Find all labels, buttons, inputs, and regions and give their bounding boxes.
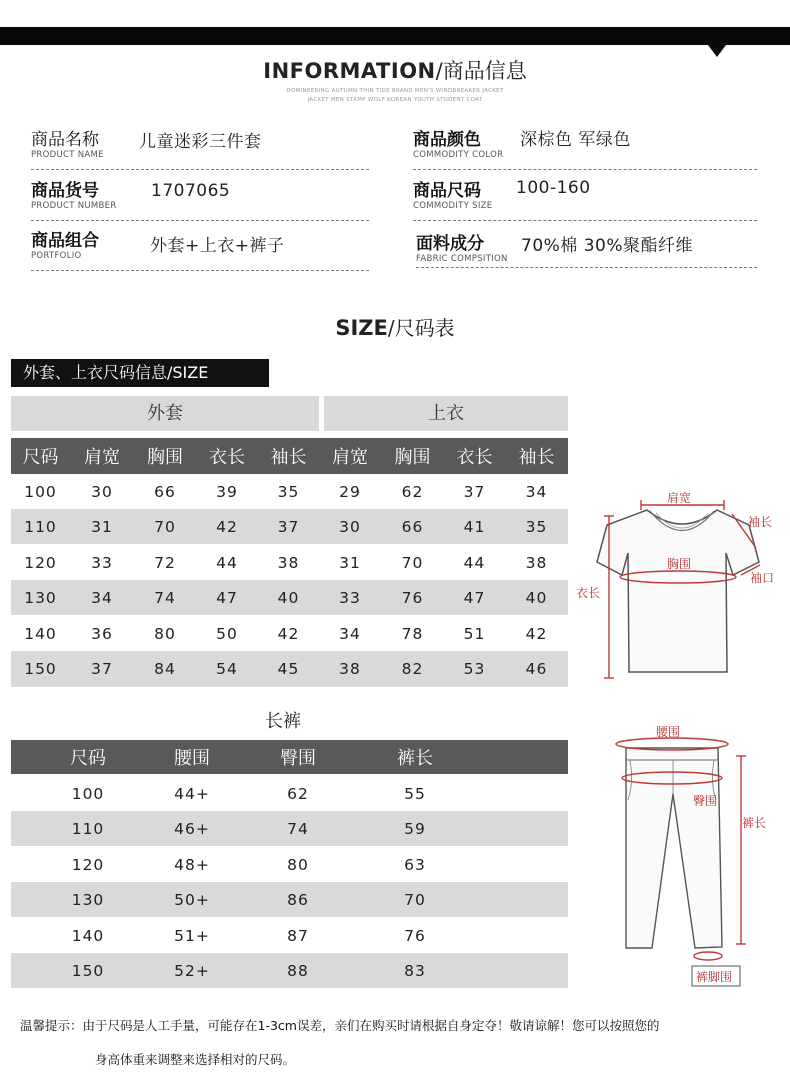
field-divider: [413, 169, 757, 170]
label-sleeve-length: 袖长: [748, 515, 773, 529]
table-cell: 150: [71, 961, 105, 980]
size-title-en: SIZE: [335, 316, 388, 340]
table-cell: 34: [339, 624, 361, 643]
table-cell: 44+: [174, 784, 210, 803]
field-divider: [31, 169, 369, 170]
top-table-header-cell: 肩宽: [84, 447, 120, 468]
table-cell: 52+: [174, 961, 210, 980]
table-cell: 62: [287, 784, 309, 803]
field-divider: [31, 220, 369, 221]
table-cell: 31: [339, 553, 361, 572]
field-label: 商品组合: [31, 231, 99, 251]
field-label-en: COMMODITY SIZE: [413, 201, 493, 211]
table-cell: 110: [71, 819, 105, 838]
table-cell: 35: [277, 483, 300, 501]
table-cell: 130: [24, 588, 57, 607]
field-label: 商品货号: [31, 181, 99, 201]
label-body-length: 衣长: [576, 586, 601, 600]
table-row: [11, 509, 568, 544]
table-cell: 74: [154, 588, 176, 607]
field-label: 商品尺码: [413, 181, 481, 201]
field-label: 面料成分: [416, 234, 484, 254]
table-cell: 47: [463, 588, 486, 607]
table-cell: 87: [287, 926, 309, 945]
table-cell: 59: [404, 819, 426, 838]
label-cuff: 袖口: [750, 571, 775, 585]
subtitle-line-1: DOMINEERING AUTUMN THIN TIDE BRAND MEN'S WINDBREAKER JACKET: [286, 88, 504, 94]
table-cell: 51+: [174, 926, 210, 945]
table-cell: 120: [24, 553, 57, 572]
table-cell: 83: [404, 961, 426, 980]
table-cell: 88: [287, 961, 309, 980]
table-row: [11, 811, 568, 846]
table-cell: 70: [404, 890, 426, 909]
table-cell: 39: [216, 483, 238, 501]
size-title-cn: /尺码表: [387, 316, 455, 340]
label-leg-opening: 裤脚围: [696, 970, 733, 984]
table-cell: 55: [404, 784, 426, 803]
note-line-2: 身高体重来调整来选择相对的尺码。: [95, 1052, 296, 1067]
field-label-en: FABRIC COMPSITION: [416, 254, 508, 264]
table-cell: 62: [401, 483, 424, 501]
label-chest: 胸围: [667, 557, 692, 571]
top-table-header-cell: 袖长: [518, 447, 555, 468]
table-cell: 44: [463, 553, 486, 572]
size-title: [0, 312, 790, 341]
table-row: [11, 580, 568, 615]
pants-table-header-cell: 裤长: [397, 748, 433, 769]
table-cell: 42: [277, 624, 300, 643]
field-label: 商品名称: [31, 130, 99, 150]
table-cell: 38: [525, 553, 548, 572]
label-pant-length: 裤长: [742, 816, 767, 830]
top-table-header: [11, 438, 568, 474]
field-divider: [413, 220, 757, 221]
pants-table-header: [11, 740, 568, 774]
table-cell: 44: [216, 553, 238, 572]
table-cell: 100: [24, 483, 57, 501]
table-cell: 50+: [174, 890, 210, 909]
table-cell: 48+: [174, 855, 210, 874]
table-cell: 100: [71, 784, 105, 803]
table-cell: 30: [91, 483, 113, 501]
note-line-1: 温馨提示：由于尺码是人工手量，可能存在1-3cm误差，亲们在购买时请根据自身定夺！敬请谅解！您可以按照您的: [20, 1018, 660, 1033]
table-cell: 35: [525, 517, 548, 536]
table-cell: 140: [71, 926, 105, 945]
table-cell: 150: [24, 660, 57, 678]
field-value: 深棕色 军绿色: [520, 130, 631, 150]
table-cell: 50: [216, 624, 238, 643]
table-cell: 34: [525, 483, 548, 501]
table-cell: 80: [287, 855, 309, 874]
table-cell: 51: [463, 624, 486, 643]
top-table-header-cell: 尺码: [22, 447, 59, 468]
field-label-en: PRODUCT NAME: [31, 150, 104, 160]
pants-table-header-cell: 尺码: [70, 748, 106, 769]
table-cell: 80: [154, 624, 176, 643]
table-cell: 70: [401, 553, 424, 572]
table-cell: 45: [277, 660, 300, 678]
table-cell: 110: [24, 517, 57, 536]
top-table-header-cell: 衣长: [456, 447, 493, 468]
top-table-header-cell: 胸围: [394, 447, 431, 468]
field-value: 儿童迷彩三件套: [139, 132, 262, 152]
table-cell: 74: [287, 819, 309, 838]
field-label-en: PORTFOLIO: [31, 251, 82, 261]
pants-measurement-diagram: [600, 722, 790, 992]
table-cell: 82: [401, 660, 424, 678]
table-row: [11, 545, 568, 580]
field-label: 商品颜色: [413, 130, 481, 150]
table-cell: 37: [463, 483, 486, 501]
field-value: 外套+上衣+裤子: [150, 236, 285, 256]
top-table-header-cell: 肩宽: [332, 447, 368, 468]
field-label-en: COMMODITY COLOR: [413, 150, 504, 160]
top-table-header-cell: 袖长: [270, 447, 307, 468]
table-cell: 46: [525, 660, 548, 678]
table-cell: 29: [339, 483, 361, 501]
pants-table-header-cell: 臀围: [280, 748, 316, 769]
table-cell: 53: [463, 660, 486, 678]
table-row: [11, 616, 568, 651]
table-cell: 33: [339, 588, 361, 607]
table-cell: 72: [154, 553, 176, 572]
table-row: [11, 882, 568, 917]
table-cell: 30: [339, 517, 361, 536]
top-table-header-cell: 衣长: [209, 447, 245, 468]
label-waist: 腰围: [656, 725, 681, 739]
table-cell: 40: [525, 588, 548, 607]
table-cell: 41: [463, 517, 486, 536]
shirt-measurement-diagram: [572, 480, 790, 690]
pants-table-header-cell: 腰围: [174, 748, 210, 769]
table-cell: 86: [287, 890, 309, 909]
table-cell: 78: [401, 624, 424, 643]
field-divider: [416, 267, 757, 268]
table-cell: 70: [154, 517, 176, 536]
group-header-shirt: 上衣: [324, 396, 568, 431]
table-cell: 120: [71, 855, 105, 874]
table-cell: 76: [404, 926, 426, 945]
table-cell: 130: [71, 890, 105, 909]
table-row: [11, 953, 568, 988]
pants-outline: [626, 748, 722, 948]
subtitle-line-2: JACKET MEN STAMP WOLF KOREAN YOUTH STUDENT COAT: [307, 97, 483, 103]
table-cell: 42: [216, 517, 238, 536]
label-hip: 臀围: [693, 794, 718, 808]
table-cell: 38: [277, 553, 300, 572]
table-cell: 84: [154, 660, 176, 678]
field-value: 100-160: [516, 178, 591, 198]
information-title-en: INFORMATION: [263, 59, 436, 83]
table-cell: 31: [91, 517, 113, 536]
table-cell: 63: [404, 855, 426, 874]
table-cell: 140: [24, 624, 57, 643]
table-cell: 37: [91, 660, 113, 678]
table-cell: 76: [401, 588, 424, 607]
table-row: [11, 777, 568, 810]
group-header-jacket: 外套: [11, 396, 319, 431]
information-title-cn: /商品信息: [435, 59, 527, 83]
table-cell: 66: [154, 483, 176, 501]
table-cell: 47: [216, 588, 238, 607]
field-divider: [31, 270, 369, 271]
top-table-header-cell: 胸围: [147, 447, 183, 468]
table-row: [11, 475, 568, 509]
field-value: 1707065: [151, 181, 231, 201]
pants-table-title: 长裤: [265, 711, 301, 732]
shirt-outline: [597, 510, 759, 672]
table-cell: 38: [339, 660, 361, 678]
table-row: [11, 918, 568, 953]
information-subtitle: [0, 87, 790, 105]
table-cell: 54: [216, 660, 238, 678]
table-row: [11, 651, 568, 687]
information-title: [0, 55, 790, 85]
table-cell: 34: [91, 588, 113, 607]
top-bar: [0, 27, 790, 45]
table-cell: 37: [277, 517, 300, 536]
field-value: 70%棉 30%聚酯纤维: [521, 236, 693, 256]
table-cell: 46+: [174, 819, 210, 838]
leg-opening-ellipse: [694, 952, 722, 960]
table-cell: 42: [525, 624, 548, 643]
table-cell: 40: [277, 588, 300, 607]
table-cell: 33: [91, 553, 113, 572]
table-cell: 66: [401, 517, 424, 536]
field-label-en: PRODUCT NUMBER: [31, 201, 117, 211]
table-row: [11, 847, 568, 882]
jacket-shirt-size-banner: 外套、上衣尺码信息/SIZE: [11, 359, 269, 387]
table-cell: 36: [91, 624, 113, 643]
label-shoulder: 肩宽: [667, 491, 692, 505]
